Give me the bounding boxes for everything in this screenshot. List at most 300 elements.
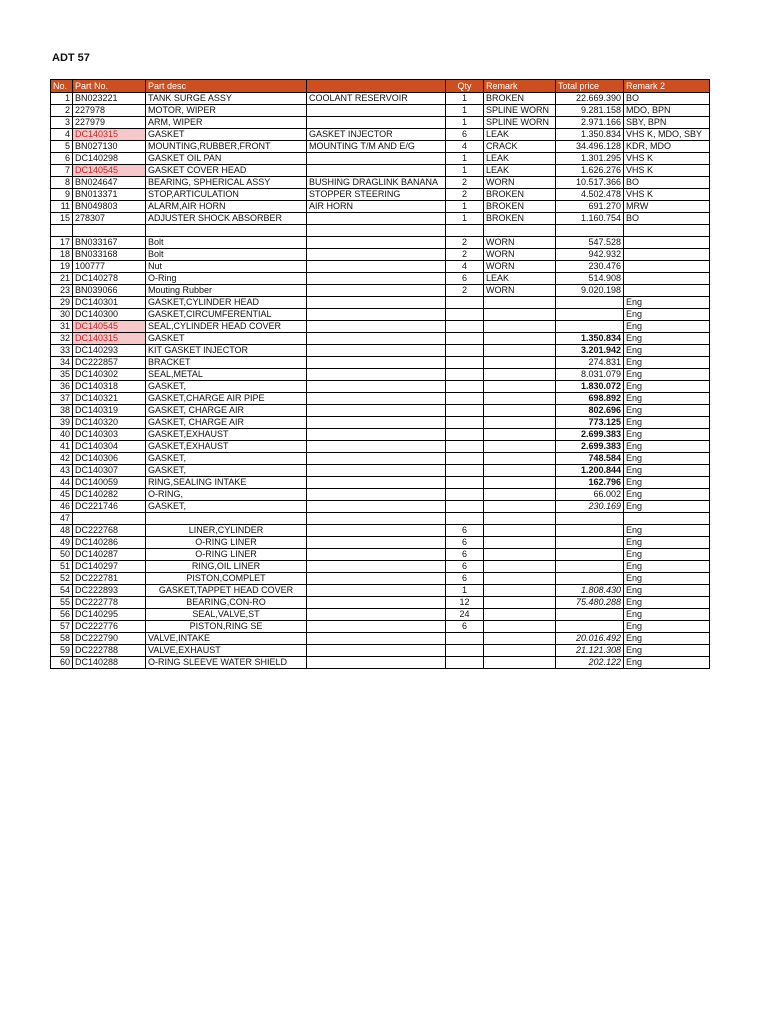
cell-no: 17 — [51, 237, 73, 249]
table-row — [51, 417, 710, 429]
cell-no: 48 — [51, 525, 73, 537]
cell-part-desc-2 — [307, 645, 446, 657]
cell-remark: WORN — [484, 237, 556, 249]
cell-remark — [484, 369, 556, 381]
cell-remark — [484, 489, 556, 501]
cell-remark-2 — [624, 237, 710, 249]
cell-no: 58 — [51, 633, 73, 645]
cell-qty: 6 — [446, 561, 484, 573]
cell-qty: 1 — [446, 201, 484, 213]
cell-remark — [484, 537, 556, 549]
cell-remark — [484, 225, 556, 237]
table-row — [51, 141, 710, 153]
cell-remark: BROKEN — [484, 213, 556, 225]
cell-part-no: DC140287 — [73, 549, 146, 561]
cell-part-no: DC222778 — [73, 597, 146, 609]
cell-remark — [484, 501, 556, 513]
cell-part-desc: BRACKET — [146, 357, 307, 369]
cell-remark-2: Eng — [624, 645, 710, 657]
cell-total-price: 66.002 — [556, 489, 624, 501]
cell-qty: 1 — [446, 105, 484, 117]
cell-part-no: DC140319 — [73, 405, 146, 417]
cell-qty — [446, 393, 484, 405]
table-row — [51, 117, 710, 129]
cell-no: 1 — [51, 93, 73, 105]
cell-part-no: DC140320 — [73, 417, 146, 429]
cell-part-no: DC222781 — [73, 573, 146, 585]
cell-total-price — [556, 225, 624, 237]
cell-part-desc-2 — [307, 213, 446, 225]
cell-part-no: DC222768 — [73, 525, 146, 537]
cell-remark-2 — [624, 249, 710, 261]
cell-part-desc: Bolt — [146, 249, 307, 261]
cell-part-no: DC140282 — [73, 489, 146, 501]
cell-qty: 6 — [446, 621, 484, 633]
cell-qty: 6 — [446, 525, 484, 537]
cell-remark: SPLINE WORN — [484, 117, 556, 129]
header-total-price: Total price — [556, 80, 624, 93]
table-row — [51, 597, 710, 609]
cell-no: 35 — [51, 369, 73, 381]
cell-remark-2: VHS K — [624, 189, 710, 201]
cell-no: 55 — [51, 597, 73, 609]
cell-remark — [484, 525, 556, 537]
cell-part-desc-2 — [307, 333, 446, 345]
cell-qty — [446, 441, 484, 453]
cell-part-no: 227979 — [73, 117, 146, 129]
cell-remark-2: Eng — [624, 441, 710, 453]
cell-remark-2: Eng — [624, 321, 710, 333]
cell-part-no: DC140278 — [73, 273, 146, 285]
cell-no: 54 — [51, 585, 73, 597]
cell-total-price: 2.699.383 — [556, 429, 624, 441]
cell-qty — [446, 429, 484, 441]
cell-remark-2: Eng — [624, 609, 710, 621]
cell-part-desc: SEAL,METAL — [146, 369, 307, 381]
table-row — [51, 189, 710, 201]
table-row — [51, 309, 710, 321]
cell-part-no: BN027130 — [73, 141, 146, 153]
cell-total-price: 230.169 — [556, 501, 624, 513]
cell-part-desc: STOP,ARTICULATION — [146, 189, 307, 201]
cell-part-desc: KIT GASKET INJECTOR — [146, 345, 307, 357]
table-row — [51, 585, 710, 597]
cell-qty: 2 — [446, 177, 484, 189]
cell-part-no: DC140545 — [73, 165, 146, 177]
cell-total-price: 547.528 — [556, 237, 624, 249]
cell-total-price: 698.892 — [556, 393, 624, 405]
cell-part-no: DC140303 — [73, 429, 146, 441]
cell-remark-2: Eng — [624, 573, 710, 585]
cell-part-no: DC140321 — [73, 393, 146, 405]
cell-no: 38 — [51, 405, 73, 417]
cell-part-desc-2 — [307, 561, 446, 573]
cell-remark-2: Eng — [624, 393, 710, 405]
cell-part-no: BN039066 — [73, 285, 146, 297]
cell-remark — [484, 357, 556, 369]
cell-qty: 1 — [446, 165, 484, 177]
cell-remark-2: Eng — [624, 585, 710, 597]
cell-part-no: DC222776 — [73, 621, 146, 633]
cell-total-price: 1.200.844 — [556, 465, 624, 477]
cell-total-price — [556, 561, 624, 573]
parts-table — [50, 79, 710, 669]
table-row — [51, 453, 710, 465]
cell-part-desc: PISTON,RING SE — [146, 621, 307, 633]
cell-remark-2: Eng — [624, 369, 710, 381]
cell-qty — [446, 513, 484, 525]
cell-remark — [484, 657, 556, 669]
cell-remark: LEAK — [484, 273, 556, 285]
cell-no: 30 — [51, 309, 73, 321]
header-no: No. — [51, 80, 73, 93]
cell-remark-2: Eng — [624, 489, 710, 501]
cell-remark — [484, 297, 556, 309]
cell-qty — [446, 633, 484, 645]
cell-part-desc: MOUNTING,RUBBER,FRONT — [146, 141, 307, 153]
cell-qty — [446, 501, 484, 513]
cell-no: 15 — [51, 213, 73, 225]
table-row — [51, 285, 710, 297]
cell-part-desc-2 — [307, 393, 446, 405]
cell-remark-2: Eng — [624, 501, 710, 513]
table-row — [51, 333, 710, 345]
cell-part-no: DC140315 — [73, 129, 146, 141]
cell-total-price: 34.496.128 — [556, 141, 624, 153]
cell-part-desc: VALVE,EXHAUST — [146, 645, 307, 657]
cell-part-no: BN023221 — [73, 93, 146, 105]
cell-part-desc-2 — [307, 261, 446, 273]
cell-remark — [484, 429, 556, 441]
table-row — [51, 249, 710, 261]
cell-total-price: 1.830.072 — [556, 381, 624, 393]
cell-part-desc-2: GASKET INJECTOR — [307, 129, 446, 141]
cell-total-price: 748.584 — [556, 453, 624, 465]
cell-qty: 1 — [446, 585, 484, 597]
cell-part-desc: GASKET, — [146, 465, 307, 477]
table-row — [51, 633, 710, 645]
cell-total-price: 162.796 — [556, 477, 624, 489]
cell-remark — [484, 333, 556, 345]
cell-no: 51 — [51, 561, 73, 573]
table-row — [51, 657, 710, 669]
table-row — [51, 573, 710, 585]
cell-qty — [446, 321, 484, 333]
cell-remark: WORN — [484, 285, 556, 297]
cell-total-price: 4.502.478 — [556, 189, 624, 201]
cell-part-desc-2 — [307, 357, 446, 369]
cell-part-desc-2 — [307, 597, 446, 609]
cell-part-no: 227978 — [73, 105, 146, 117]
cell-part-desc-2 — [307, 405, 446, 417]
cell-part-no: DC222788 — [73, 645, 146, 657]
table-row — [51, 321, 710, 333]
cell-qty — [446, 645, 484, 657]
cell-qty — [446, 369, 484, 381]
cell-qty — [446, 477, 484, 489]
cell-remark-2: Eng — [624, 477, 710, 489]
cell-part-no: DC140298 — [73, 153, 146, 165]
cell-part-no — [73, 513, 146, 525]
cell-part-no: DC222790 — [73, 633, 146, 645]
cell-total-price — [556, 609, 624, 621]
cell-remark-2: Eng — [624, 597, 710, 609]
cell-total-price: 21.121.308 — [556, 645, 624, 657]
cell-qty — [446, 333, 484, 345]
cell-qty: 2 — [446, 237, 484, 249]
cell-no: 8 — [51, 177, 73, 189]
cell-remark — [484, 345, 556, 357]
cell-remark-2: BO — [624, 213, 710, 225]
cell-part-desc-2 — [307, 501, 446, 513]
table-row — [51, 429, 710, 441]
header-qty: Qty — [446, 80, 484, 93]
cell-part-desc: O-RING, — [146, 489, 307, 501]
cell-total-price: 2.971.166 — [556, 117, 624, 129]
cell-qty — [446, 309, 484, 321]
cell-total-price: 514.908 — [556, 273, 624, 285]
cell-no: 11 — [51, 201, 73, 213]
table-row — [51, 525, 710, 537]
cell-remark-2: Eng — [624, 357, 710, 369]
cell-qty: 4 — [446, 141, 484, 153]
cell-total-price: 1.301.295 — [556, 153, 624, 165]
cell-remark-2: VHS K — [624, 165, 710, 177]
cell-remark — [484, 513, 556, 525]
cell-part-no: DC140315 — [73, 333, 146, 345]
cell-no: 18 — [51, 249, 73, 261]
cell-qty — [446, 417, 484, 429]
cell-part-desc: RING,OIL LINER — [146, 561, 307, 573]
cell-remark-2: Eng — [624, 381, 710, 393]
header-part-desc-2 — [307, 80, 446, 93]
cell-no: 59 — [51, 645, 73, 657]
cell-no: 3 — [51, 117, 73, 129]
table-row — [51, 261, 710, 273]
cell-no: 46 — [51, 501, 73, 513]
cell-qty — [446, 405, 484, 417]
cell-total-price: 1.350.834 — [556, 129, 624, 141]
cell-remark-2: BO — [624, 93, 710, 105]
cell-part-desc-2 — [307, 225, 446, 237]
cell-part-no: DC140286 — [73, 537, 146, 549]
cell-part-desc-2 — [307, 369, 446, 381]
cell-remark — [484, 381, 556, 393]
cell-qty: 1 — [446, 213, 484, 225]
cell-part-desc-2 — [307, 381, 446, 393]
cell-remark-2 — [624, 285, 710, 297]
cell-remark-2 — [624, 273, 710, 285]
cell-total-price: 20.016.492 — [556, 633, 624, 645]
cell-part-desc-2 — [307, 513, 446, 525]
cell-qty: 1 — [446, 117, 484, 129]
cell-remark-2: Eng — [624, 417, 710, 429]
cell-part-no: DC222893 — [73, 585, 146, 597]
cell-qty: 6 — [446, 129, 484, 141]
cell-remark-2 — [624, 513, 710, 525]
cell-total-price: 10.517.366 — [556, 177, 624, 189]
cell-total-price — [556, 549, 624, 561]
header-part-no: Part No. — [73, 80, 146, 93]
cell-remark: SPLINE WORN — [484, 105, 556, 117]
cell-part-desc-2 — [307, 273, 446, 285]
cell-part-desc-2 — [307, 429, 446, 441]
cell-no: 23 — [51, 285, 73, 297]
cell-no: 5 — [51, 141, 73, 153]
cell-part-desc: GASKET OIL PAN — [146, 153, 307, 165]
table-row — [51, 201, 710, 213]
cell-remark-2: Eng — [624, 633, 710, 645]
cell-remark — [484, 609, 556, 621]
cell-no: 52 — [51, 573, 73, 585]
cell-part-no: DC140307 — [73, 465, 146, 477]
cell-part-desc-2 — [307, 297, 446, 309]
cell-part-desc: MOTOR, WIPER — [146, 105, 307, 117]
cell-part-desc: O-Ring — [146, 273, 307, 285]
table-row — [51, 177, 710, 189]
cell-part-desc-2: COOLANT RESERVOIR — [307, 93, 446, 105]
cell-part-desc: GASKET,CHARGE AIR PIPE — [146, 393, 307, 405]
table-row — [51, 105, 710, 117]
cell-no: 4 — [51, 129, 73, 141]
cell-no: 41 — [51, 441, 73, 453]
cell-part-no: DC222857 — [73, 357, 146, 369]
cell-no: 29 — [51, 297, 73, 309]
cell-no: 44 — [51, 477, 73, 489]
cell-part-desc: O-RING SLEEVE WATER SHIELD — [146, 657, 307, 669]
cell-part-desc: GASKET, — [146, 501, 307, 513]
cell-qty — [446, 345, 484, 357]
cell-qty — [446, 465, 484, 477]
cell-part-desc-2 — [307, 489, 446, 501]
cell-remark-2: VHS K — [624, 153, 710, 165]
cell-part-desc: GASKET,CIRCUMFERENTIAL — [146, 309, 307, 321]
cell-part-desc: GASKET, CHARGE AIR — [146, 417, 307, 429]
cell-part-desc: Bolt — [146, 237, 307, 249]
table-row — [51, 621, 710, 633]
cell-part-no: DC140304 — [73, 441, 146, 453]
cell-remark — [484, 573, 556, 585]
table-row — [51, 345, 710, 357]
cell-total-price: 9.281.158 — [556, 105, 624, 117]
cell-remark: WORN — [484, 249, 556, 261]
cell-total-price: 1.626.276 — [556, 165, 624, 177]
cell-part-desc: ADJUSTER SHOCK ABSORBER — [146, 213, 307, 225]
cell-total-price: 802.696 — [556, 405, 624, 417]
cell-remark-2: Eng — [624, 297, 710, 309]
cell-total-price — [556, 525, 624, 537]
cell-no: 43 — [51, 465, 73, 477]
cell-no: 32 — [51, 333, 73, 345]
cell-part-desc: GASKET,CYLINDER HEAD — [146, 297, 307, 309]
cell-remark: WORN — [484, 177, 556, 189]
cell-part-desc: GASKET,EXHAUST — [146, 429, 307, 441]
cell-part-no: BN033167 — [73, 237, 146, 249]
cell-total-price: 3.201.942 — [556, 345, 624, 357]
table-row — [51, 129, 710, 141]
table-row — [51, 513, 710, 525]
cell-part-desc-2: MOUNTING T/M AND E/G — [307, 141, 446, 153]
cell-part-desc-2: AIR HORN — [307, 201, 446, 213]
cell-part-no: DC140306 — [73, 453, 146, 465]
table-row — [51, 501, 710, 513]
header-part-desc: Part desc — [146, 80, 307, 93]
cell-part-no: BN033168 — [73, 249, 146, 261]
cell-part-desc-2 — [307, 309, 446, 321]
cell-part-desc-2 — [307, 165, 446, 177]
cell-part-desc-2 — [307, 417, 446, 429]
cell-remark-2: VHS K, MDO, SBY — [624, 129, 710, 141]
cell-part-desc-2 — [307, 465, 446, 477]
cell-remark — [484, 645, 556, 657]
cell-part-no: DC140545 — [73, 321, 146, 333]
cell-remark-2: MDO, BPN — [624, 105, 710, 117]
table-row — [51, 609, 710, 621]
table-row — [51, 489, 710, 501]
cell-total-price — [556, 297, 624, 309]
cell-remark: BROKEN — [484, 189, 556, 201]
cell-part-desc: BEARING, SPHERICAL ASSY — [146, 177, 307, 189]
table-row — [51, 465, 710, 477]
cell-part-desc-2 — [307, 441, 446, 453]
cell-total-price — [556, 309, 624, 321]
cell-no: 40 — [51, 429, 73, 441]
cell-total-price: 9.020.198 — [556, 285, 624, 297]
cell-remark — [484, 585, 556, 597]
cell-no — [51, 225, 73, 237]
cell-no: 36 — [51, 381, 73, 393]
cell-remark: BROKEN — [484, 93, 556, 105]
cell-part-no: DC140288 — [73, 657, 146, 669]
cell-no: 31 — [51, 321, 73, 333]
table-row — [51, 441, 710, 453]
cell-qty: 6 — [446, 273, 484, 285]
cell-remark — [484, 417, 556, 429]
cell-remark — [484, 477, 556, 489]
cell-part-desc: SEAL,CYLINDER HEAD COVER — [146, 321, 307, 333]
cell-no: 6 — [51, 153, 73, 165]
cell-total-price — [556, 321, 624, 333]
table-row — [51, 381, 710, 393]
cell-part-desc-2 — [307, 249, 446, 261]
cell-part-desc-2 — [307, 621, 446, 633]
cell-part-desc: GASKET COVER HEAD — [146, 165, 307, 177]
cell-qty: 4 — [446, 261, 484, 273]
table-row — [51, 213, 710, 225]
cell-total-price: 22.669.390 — [556, 93, 624, 105]
cell-part-desc-2 — [307, 117, 446, 129]
header-remark: Remark — [484, 80, 556, 93]
cell-part-desc: GASKET,TAPPET HEAD COVER — [146, 585, 307, 597]
cell-part-desc: ARM, WIPER — [146, 117, 307, 129]
cell-remark: LEAK — [484, 165, 556, 177]
cell-total-price — [556, 573, 624, 585]
cell-qty — [446, 357, 484, 369]
cell-part-no: DC140301 — [73, 297, 146, 309]
cell-total-price: 942.932 — [556, 249, 624, 261]
cell-remark-2: SBY, BPN — [624, 117, 710, 129]
cell-part-desc: GASKET, — [146, 381, 307, 393]
cell-remark — [484, 465, 556, 477]
cell-total-price: 2.699.383 — [556, 441, 624, 453]
table-row — [51, 549, 710, 561]
document-title: ADT 57 — [52, 52, 90, 64]
cell-remark-2 — [624, 225, 710, 237]
cell-part-desc-2: STOPPER STEERING — [307, 189, 446, 201]
cell-remark: WORN — [484, 261, 556, 273]
cell-no: 45 — [51, 489, 73, 501]
cell-qty: 2 — [446, 189, 484, 201]
